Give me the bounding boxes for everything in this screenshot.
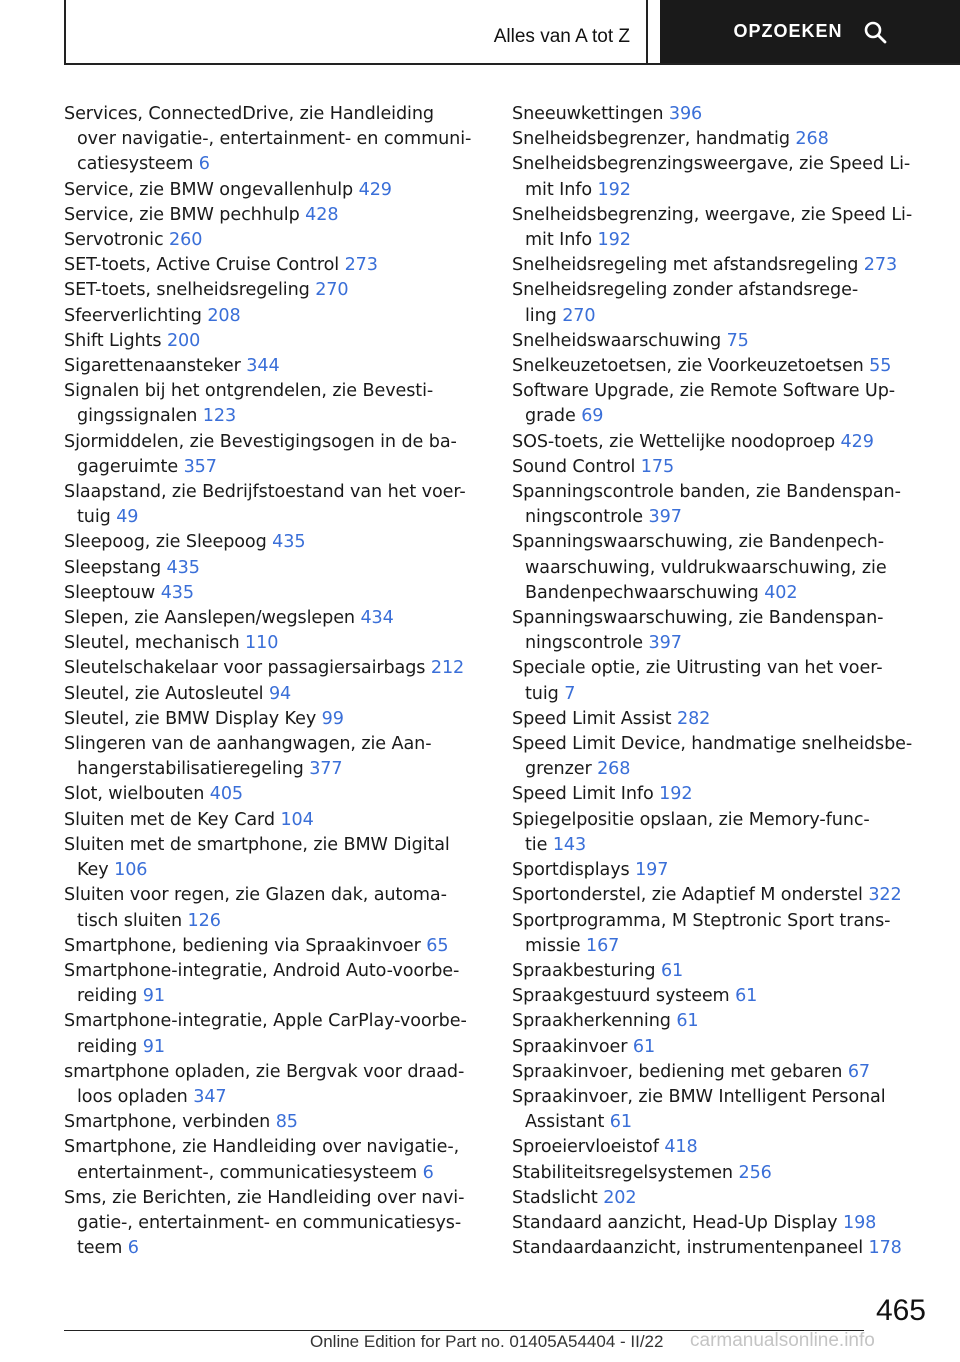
page-reference-link[interactable]: 61 bbox=[676, 1011, 699, 1032]
index-entry bbox=[64, 782, 484, 807]
index-entry bbox=[512, 127, 932, 152]
index-entry bbox=[64, 178, 484, 203]
index-entry-text: Spraakinvoer, zie BMW Intelligent Personal bbox=[512, 1086, 886, 1107]
page-reference-link[interactable]: 428 bbox=[305, 204, 339, 225]
index-entry bbox=[512, 1060, 932, 1085]
opzoeken-label: OPZOEKEN bbox=[733, 21, 843, 41]
index-entry-text: grade bbox=[525, 406, 576, 427]
index-entry bbox=[512, 782, 932, 807]
page-reference-link[interactable]: 212 bbox=[430, 658, 465, 679]
index-entry bbox=[512, 1161, 932, 1186]
page-reference-link[interactable]: 61 bbox=[609, 1112, 632, 1133]
page-reference-link[interactable]: 357 bbox=[183, 456, 217, 477]
index-entry-text: ling bbox=[525, 305, 557, 326]
header-section-box bbox=[64, 0, 648, 64]
index-entry-text: waarschuwing, vuldrukwaarschuwing, zie bbox=[525, 557, 887, 578]
index-entry-text: Bandenpechwaarschuwing bbox=[525, 582, 759, 603]
index-entry-text: Snelheidsregeling zonder afstandsrege- bbox=[512, 280, 859, 301]
index-entry bbox=[64, 102, 484, 178]
index-entry-text: catiesysteem bbox=[77, 154, 194, 175]
page-reference-link[interactable]: 435 bbox=[272, 532, 306, 553]
index-entry-text: Sportonderstel, zie Adaptief M onderstel bbox=[512, 885, 863, 906]
index-entry bbox=[64, 278, 484, 303]
index-entry-text: ningscontrole bbox=[525, 633, 644, 654]
page-reference-link[interactable]: 85 bbox=[275, 1112, 298, 1133]
page-reference-link[interactable]: 99 bbox=[321, 708, 344, 729]
index-entry-text: Assistant bbox=[525, 1112, 605, 1133]
page-reference-link[interactable]: 55 bbox=[869, 356, 892, 377]
index-entry-text: Software Upgrade, zie Remote Software Up- bbox=[512, 381, 896, 402]
section-title: Alles van A tot Z bbox=[493, 26, 630, 47]
index-entry-text: Sjormiddelen, zie Bevestigingsogen in de ba- bbox=[64, 431, 457, 452]
page-reference-link[interactable]: 208 bbox=[207, 305, 241, 326]
search-icon[interactable] bbox=[863, 20, 887, 44]
index-entry-text: mit Info bbox=[525, 179, 593, 200]
page-reference-link[interactable]: 61 bbox=[735, 986, 758, 1007]
index-entry bbox=[64, 883, 484, 933]
index-entry-text: teem bbox=[77, 1238, 123, 1259]
page-reference-link[interactable]: 65 bbox=[426, 935, 449, 956]
index-entry-text: Slaapstand, zie Bedrijfstoestand van het voer- bbox=[64, 482, 466, 503]
index-entry-text: gatie-, entertainment- en communicatiesys- bbox=[77, 1212, 462, 1233]
index-entry-text: Smartphone-integratie, Android Auto-voorbe- bbox=[64, 960, 460, 981]
index-entry bbox=[64, 959, 484, 1009]
index-entry-text: Sms, zie Berichten, zie Handleiding over navi- bbox=[64, 1187, 465, 1208]
index-entry bbox=[64, 934, 484, 959]
index-entry-text: Speciale optie, zie Uitrusting van het voer- bbox=[512, 658, 883, 679]
index-entry bbox=[512, 883, 932, 908]
index-entry-text: Spraakbesturing bbox=[512, 960, 656, 981]
index-entry bbox=[512, 1085, 932, 1135]
page-reference-link[interactable]: 377 bbox=[309, 759, 343, 780]
index-entry-text: hangerstabilisatieregeling bbox=[77, 759, 304, 780]
page-reference-link[interactable]: 123 bbox=[202, 406, 237, 427]
index-entry-text: Snelkeuzetoetsen, zie Voorkeuzetoetsen bbox=[512, 356, 864, 377]
index-entry-text: Slot, wielbouten bbox=[64, 784, 205, 805]
index-entry-text: Sigarettenaansteker bbox=[64, 356, 241, 377]
index-entry-text: ningscontrole bbox=[525, 507, 644, 528]
index-entry-text: Standaardaanzicht, instrumentenpaneel bbox=[512, 1238, 863, 1259]
page-reference-link[interactable]: 167 bbox=[585, 935, 620, 956]
index-entry bbox=[512, 909, 932, 959]
index-entry bbox=[64, 556, 484, 581]
index-entry bbox=[512, 1236, 932, 1261]
index-entry-text: Sluiten voor regen, zie Glazen dak, automa- bbox=[64, 885, 447, 906]
index-entry bbox=[512, 480, 932, 530]
index-entry-text: reiding bbox=[77, 986, 138, 1007]
index-entry-text: Spanningswaarschuwing, zie Bandenpech- bbox=[512, 532, 884, 553]
index-entry bbox=[64, 606, 484, 631]
index-entry-text: reiding bbox=[77, 1036, 138, 1057]
page-reference-link[interactable]: 429 bbox=[358, 179, 392, 200]
page-reference-link[interactable]: 273 bbox=[863, 255, 898, 276]
index-entry-text: Key bbox=[77, 860, 109, 881]
index-entry-text: tuig bbox=[77, 507, 111, 528]
page-reference-link[interactable]: 397 bbox=[648, 633, 682, 654]
page-reference-link[interactable]: 282 bbox=[676, 708, 711, 729]
page-reference-link[interactable]: 418 bbox=[664, 1137, 698, 1158]
index-entry bbox=[512, 354, 932, 379]
index-entry bbox=[64, 329, 484, 354]
index-entry-text: Snelheidsbegrenzer, handmatig bbox=[512, 129, 790, 150]
index-entry-text: Sluiten met de Key Card bbox=[64, 809, 275, 830]
index-entry-text: Speed Limit Device, handmatige snelheidsbe- bbox=[512, 734, 913, 755]
index-entry bbox=[64, 1009, 484, 1059]
index-column-right bbox=[512, 102, 932, 1261]
index-entry-text: Slepen, zie Aanslepen/wegslepen bbox=[64, 608, 355, 629]
index-entry bbox=[64, 304, 484, 329]
page-reference-link[interactable]: 94 bbox=[268, 683, 292, 704]
index-entry-text: Spraakherkenning bbox=[512, 1011, 671, 1032]
page-reference-link[interactable]: 7 bbox=[564, 683, 576, 704]
page-reference-link[interactable]: 397 bbox=[648, 507, 682, 528]
index-entry bbox=[512, 203, 932, 253]
page-reference-link[interactable]: 192 bbox=[659, 784, 693, 805]
index-entry bbox=[64, 1110, 484, 1135]
index-entry-text: Slingeren van de aanhangwagen, zie Aan- bbox=[64, 734, 432, 755]
page-reference-link[interactable]: 435 bbox=[160, 582, 194, 603]
page-reference-link[interactable]: 110 bbox=[245, 633, 279, 654]
index-column-left bbox=[64, 102, 484, 1261]
page-reference-link[interactable]: 106 bbox=[114, 860, 148, 881]
index-entry bbox=[64, 1060, 484, 1110]
footer-edition: Online Edition for Part no. 01405A54404 - II/22 bbox=[310, 1332, 664, 1351]
page-reference-link[interactable]: 91 bbox=[142, 1036, 165, 1057]
page-reference-link[interactable]: 6 bbox=[127, 1238, 139, 1259]
page-reference-link[interactable]: 6 bbox=[422, 1162, 434, 1183]
page-reference-link[interactable]: 91 bbox=[142, 986, 165, 1007]
page-reference-link[interactable]: 61 bbox=[632, 1036, 656, 1057]
page-reference-link[interactable]: 434 bbox=[360, 608, 394, 629]
opzoeken-tab[interactable] bbox=[660, 0, 960, 63]
index-entry bbox=[512, 102, 932, 127]
index-entry-text: Spanningswaarschuwing, zie Bandenspan- bbox=[512, 608, 884, 629]
index-entry-text: Stadslicht bbox=[512, 1187, 598, 1208]
index-entry-text: smartphone opladen, zie Bergvak voor draad- bbox=[64, 1061, 465, 1082]
page-reference-link[interactable]: 396 bbox=[668, 104, 703, 124]
index-entry-text: Sleeptouw bbox=[64, 582, 156, 603]
index-entry bbox=[512, 808, 932, 858]
page-reference-link[interactable]: 429 bbox=[840, 431, 874, 452]
index-entry-text: Sleutel, mechanisch bbox=[64, 633, 240, 654]
index-entry-text: Sportdisplays bbox=[512, 860, 630, 881]
index-entry-text: SET-toets, snelheidsregeling bbox=[64, 280, 310, 301]
index-entry bbox=[64, 808, 484, 833]
index-entry-text: SET-toets, Active Cruise Control bbox=[64, 255, 340, 276]
page-reference-link[interactable]: 104 bbox=[280, 809, 314, 830]
index-entry-text: Sleutel, zie Autosleutel bbox=[64, 683, 264, 704]
index-entry-text: Servotronic bbox=[64, 230, 164, 251]
index-entry-text: Spraakgestuurd systeem bbox=[512, 986, 730, 1007]
index-entry-text: entertainment-, communicatiesysteem bbox=[77, 1162, 418, 1183]
index-entry-text: Speed Limit Info bbox=[512, 784, 654, 805]
index-entry bbox=[512, 1211, 932, 1236]
index-entry bbox=[64, 530, 484, 555]
page-reference-link[interactable]: 143 bbox=[552, 834, 587, 855]
page-reference-link[interactable]: 268 bbox=[597, 759, 631, 780]
index-entry-text: Smartphone, verbinden bbox=[64, 1112, 271, 1133]
index-entry-text: Sluiten met de smartphone, zie BMW Digital bbox=[64, 834, 450, 855]
index-entry-text: Spanningscontrole banden, zie Bandenspan- bbox=[512, 482, 901, 503]
index-entry bbox=[64, 354, 484, 379]
index-entry bbox=[512, 1009, 932, 1034]
index-entry-text: Smartphone, zie Handleiding over navigatie-, bbox=[64, 1137, 460, 1158]
index-entry-text: loos opladen bbox=[77, 1086, 188, 1107]
index-entry bbox=[512, 430, 932, 455]
index-entry-text: mit Info bbox=[525, 230, 593, 251]
index-entry-text: tuig bbox=[525, 683, 559, 704]
index-entry bbox=[512, 329, 932, 354]
index-entry bbox=[512, 253, 932, 278]
index-entry bbox=[64, 631, 484, 656]
index-entry-text: Sproeiervloeistof bbox=[512, 1137, 659, 1158]
index-entry-text: Sneeuwkettingen bbox=[512, 104, 664, 124]
index-entry-text: gingssignalen bbox=[77, 406, 198, 427]
index-entry-text: grenzer bbox=[525, 759, 592, 780]
index-entry-text: Service, zie BMW ongevallenhulp bbox=[64, 179, 354, 200]
index-entry-text: Snelheidsbegrenzing, weergave, zie Speed Li- bbox=[512, 204, 913, 225]
page-reference-link[interactable]: 344 bbox=[246, 356, 280, 377]
index-entry-text: over navigatie-, entertainment- en communi- bbox=[77, 129, 472, 150]
index-entry bbox=[64, 480, 484, 530]
index-entry-text: Sound Control bbox=[512, 456, 636, 477]
index-entry-text: Sleepoog, zie Sleepoog bbox=[64, 532, 267, 553]
page-reference-link[interactable]: 197 bbox=[635, 860, 669, 881]
index-entry bbox=[512, 379, 932, 429]
index-entry bbox=[512, 984, 932, 1009]
index-entry-text: tie bbox=[525, 834, 548, 855]
index-entry bbox=[512, 530, 932, 606]
index-entry-text: Smartphone-integratie, Apple CarPlay-voorbe- bbox=[64, 1011, 467, 1032]
page-reference-link[interactable]: 270 bbox=[315, 280, 349, 301]
index-entry bbox=[64, 253, 484, 278]
index-entry bbox=[64, 581, 484, 606]
page-reference-link[interactable]: 49 bbox=[116, 507, 139, 528]
index-entry bbox=[512, 707, 932, 732]
index-entry bbox=[64, 379, 484, 429]
page-reference-link[interactable]: 75 bbox=[726, 330, 749, 351]
index-entry-text: Services, ConnectedDrive, zie Handleiding bbox=[64, 104, 434, 124]
index-entry-text: Sleutelschakelaar voor passagiersairbags bbox=[64, 658, 426, 679]
index-entry-text: Snelheidsbegrenzingsweergave, zie Speed Li- bbox=[512, 154, 911, 175]
page-reference-link[interactable]: 198 bbox=[843, 1212, 877, 1233]
index-entry-text: Signalen bij het ontgrendelen, zie Bevesti- bbox=[64, 381, 434, 402]
index-entry bbox=[512, 732, 932, 782]
page-reference-link[interactable]: 268 bbox=[795, 129, 829, 150]
index-entry bbox=[64, 732, 484, 782]
index-entry-text: SOS-toets, zie Wettelijke noodoproep bbox=[512, 431, 836, 452]
index-entry-text: Spraakinvoer, bediening met gebaren bbox=[512, 1061, 843, 1082]
index-entry-text: Service, zie BMW pechhulp bbox=[64, 204, 300, 225]
index-entry bbox=[64, 1135, 484, 1185]
page-reference-link[interactable]: 192 bbox=[597, 230, 631, 251]
index-entry bbox=[64, 228, 484, 253]
index-entry-text: Sleutel, zie BMW Display Key bbox=[64, 708, 317, 729]
index-entry-text: Sfeerverlichting bbox=[64, 305, 202, 326]
index-entry bbox=[64, 430, 484, 480]
page-reference-link[interactable]: 322 bbox=[868, 885, 902, 906]
index-entry bbox=[512, 858, 932, 883]
page-reference-link[interactable]: 69 bbox=[581, 406, 604, 427]
page-reference-link[interactable]: 200 bbox=[166, 330, 201, 351]
index-entry bbox=[512, 1135, 932, 1160]
index-entry bbox=[64, 656, 484, 681]
index-entry-text: Stabiliteitsregelsystemen bbox=[512, 1162, 733, 1183]
index-entry bbox=[512, 959, 932, 984]
page-reference-link[interactable]: 67 bbox=[847, 1061, 871, 1082]
index-entry-text: missie bbox=[525, 935, 581, 956]
index-entry-text: Snelheidswaarschuwing bbox=[512, 330, 722, 351]
index-entry bbox=[64, 707, 484, 732]
index-entry-text: tisch sluiten bbox=[77, 910, 183, 931]
page-reference-link[interactable]: 435 bbox=[166, 557, 200, 578]
index-entry bbox=[64, 682, 484, 707]
index-entry-text: Shift Lights bbox=[64, 330, 162, 351]
index-entry-text: Standaard aanzicht, Head-Up Display bbox=[512, 1212, 838, 1233]
page-reference-link[interactable]: 6 bbox=[198, 154, 210, 175]
page-reference-link[interactable]: 270 bbox=[562, 305, 596, 326]
index-entry bbox=[512, 656, 932, 706]
page-reference-link[interactable]: 202 bbox=[603, 1187, 637, 1208]
index-entry bbox=[64, 833, 484, 883]
index-entry bbox=[64, 1186, 484, 1262]
page-number: 465 bbox=[875, 1294, 926, 1327]
index-entry bbox=[64, 203, 484, 228]
index-entry bbox=[512, 1035, 932, 1060]
index-entry-text: Smartphone, bediening via Spraakinvoer bbox=[64, 935, 421, 956]
index-entry bbox=[512, 152, 932, 202]
page-reference-link[interactable]: 256 bbox=[738, 1162, 772, 1183]
index-entry-text: Speed Limit Assist bbox=[512, 708, 672, 729]
index-entry-text: Snelheidsregeling met afstandsregeling bbox=[512, 255, 859, 276]
page-reference-link[interactable]: 347 bbox=[193, 1086, 227, 1107]
index-entry bbox=[512, 455, 932, 480]
page-reference-link[interactable]: 126 bbox=[187, 910, 221, 931]
page-reference-link[interactable]: 192 bbox=[597, 179, 631, 200]
index-entry-text: Spiegelpositie opslaan, zie Memory-func- bbox=[512, 809, 870, 830]
page-reference-link[interactable]: 402 bbox=[764, 582, 798, 603]
index-entry-text: Sportprogramma, M Steptronic Sport trans- bbox=[512, 910, 891, 931]
index-entry bbox=[512, 278, 932, 328]
index-entry bbox=[512, 606, 932, 656]
page-reference-link[interactable]: 273 bbox=[344, 255, 378, 276]
index-entry-text: Spraakinvoer bbox=[512, 1036, 628, 1057]
page-reference-link[interactable]: 175 bbox=[640, 456, 675, 477]
page-reference-link[interactable]: 61 bbox=[660, 960, 684, 981]
watermark: carmanualsonline.info bbox=[690, 1330, 875, 1351]
page-reference-link[interactable]: 260 bbox=[169, 230, 203, 251]
index-entry-text: Sleepstang bbox=[64, 557, 162, 578]
index-entry-text: gageruimte bbox=[77, 456, 179, 477]
page-reference-link[interactable]: 178 bbox=[868, 1238, 902, 1259]
index-entry bbox=[512, 1186, 932, 1211]
page-reference-link[interactable]: 405 bbox=[209, 784, 244, 805]
